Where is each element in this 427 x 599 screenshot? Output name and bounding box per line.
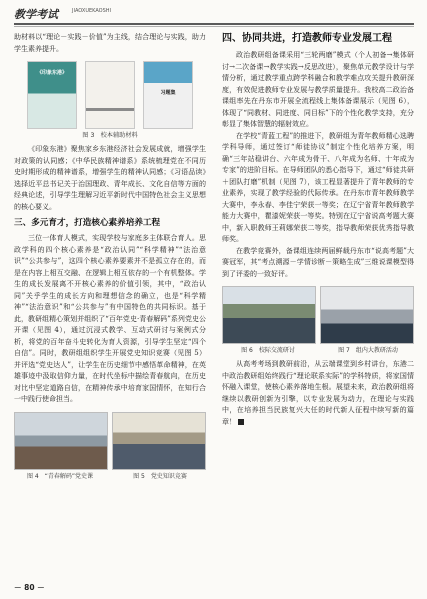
seminar-photo [222, 286, 316, 344]
left-column [14, 32, 206, 481]
paragraph-text: 从高考考场到教研前沿，从云端课堂到乡村讲台，东港二中政治教研组始终践行“理论联系实际”的学科特质，将家国情怀融入课堂，使核心素养落地生根。展望未来，政治教研组将继续以教研创新为引擎，以专业发展为动力，在理论与实践中，在培养担当民族复兴大任的时代新人征程中续写新的篇章！ [222, 360, 414, 426]
figure-caption: 图 5 党史知识竞赛 [133, 472, 187, 480]
figure-caption: 图 6 校际交流研讨 [241, 347, 295, 354]
journal-logo: 教学考试 [14, 8, 58, 21]
paragraph: 《印象东港》聚焦家乡东港经济社会发展成就，增强学生对政策的认同感；《中华民族精神谱系》系统梳理党在不同历史时期形成的精神谱系，增强学生的精神认同感；《习语品读》选择近平总书记关于治国理政、青年成长、文化自信等方面的经典论述，引导学生理解习近平新时代中国特色社会主义思想的核心要义。 [14, 145, 206, 211]
figure-caption: 图 3 校本辅助材料 [82, 132, 138, 139]
classroom-photo [14, 412, 108, 470]
teaching-research-photo [320, 286, 414, 344]
right-column [222, 32, 414, 428]
figure-caption: 图 7 组内大教研活动 [338, 347, 398, 354]
book-cover-image [85, 61, 135, 129]
figure-caption: 图 4 “青春解码”党史课 [27, 472, 93, 480]
paragraph [222, 359, 414, 428]
competition-photo [112, 412, 206, 470]
book-cover-image [27, 61, 77, 129]
book-cover-image [143, 61, 193, 129]
book-title: 习题集 [160, 90, 176, 96]
end-mark-icon [238, 419, 244, 425]
paragraph: 助材料以“理论－实践－价值”为主线，结合理论与实践，助力学生素养提升。 [14, 33, 206, 53]
header-rule [14, 23, 414, 25]
figures-6-7 [222, 286, 414, 344]
paragraph: 在学校“青蓝工程”的推进下，教研组为青年教师精心选聘学科导师，通过签订“师徒协议”制定个性化培养方案，明确“三年站稳讲台、六年成为骨干、八年成为名师、十年成为专家”的进阶目标。在导师团队的悉心指导下，通过“师徒共研＋团队打磨”机制（见图 7），该工程显著提升了青年教师的专业素养，实现了教学经验的代际传承。在丹东市青年教师教学大赛中，李永春、李佳宁荣获一等奖；在辽宁省青年教师教学能力大赛中，瞿漆妮荣获一等奖。特别在辽宁省说高考题大赛中，新入职教师王莉娜荣获二等奖，指导教师荣获优秀指导教师奖。 [222, 131, 414, 243]
header-rule-thin [14, 26, 414, 27]
paragraph: 政治教研组备课采用“三轮两磨”模式（个人初备→集体研讨→二次备课→教学实践→反思改进），聚焦单元教学设计与学情分析，通过教学重点跨学科融合和教学难点攻关提升教研深度，有效促进教师专业发展与教学质量提升。我校高二政治备课组率先在丹东市开展全流程线上集体备课展示（见图 6），体现了“同教材、同进度、同目标”下的个性化教学支持，充分彰显了集体智慧的辐射效应。 [222, 51, 414, 128]
figure-3 [14, 61, 206, 140]
paragraph: 在教学竞赛外，备课组连续两届鲜载丹东市“说高考题”大赛冠军，其“考点溯源－学情诊断－策略生成”三维说课模型得到了评委的一致好评。 [222, 246, 414, 278]
figures-4-5 [14, 412, 206, 470]
section-heading: 三、多元育才，打造核心素养培养工程 [14, 218, 161, 228]
journal-logo-sub: JIAOXUEKAOSHI [72, 8, 112, 14]
page-number: － 80 － [14, 583, 45, 592]
paragraph: 三位一体育人模式，实现学校与家庭多主体联合育人。思政学科的四个核心素养是“政治认同”“科学精神”“法治意识”“公共参与”，这四个核心素养要素并不是孤立存在的，而是在内容上相互交融、在逻辑上相互依存的一个有机整体。学生的成长发展离不开核心素养的价值引领，其中，“政治认同”关乎学生的成长方向和理想信念的确立，也是“科学精神”“法治意识”和“公共参与”有中国特色的共同标识。基于此，教研组精心策划并组织了“百年党史·青春解码”系列党史公开课（见图 4），通过沉浸式教学、互动式研讨与案例式分析，将党的百年奋斗史转化为育人资源，引导学生坚定“四个自信”。同时，教研组组织学生开展党史知识竞赛（见图 5）并评选“党史达人”，让学生在历史细节中感悟革命精神，在英雄事迹中汲取信仰力量，在时代坐标中描绘青春航向，在历史对比中坚定道路自信，在精神传承中培育家国情怀，在知行合一中践行使命担当。 [14, 234, 206, 403]
section-heading: 四、协同共进，打造教师专业发展工程 [222, 33, 392, 44]
book-title: 《印象东港》 [36, 70, 67, 76]
